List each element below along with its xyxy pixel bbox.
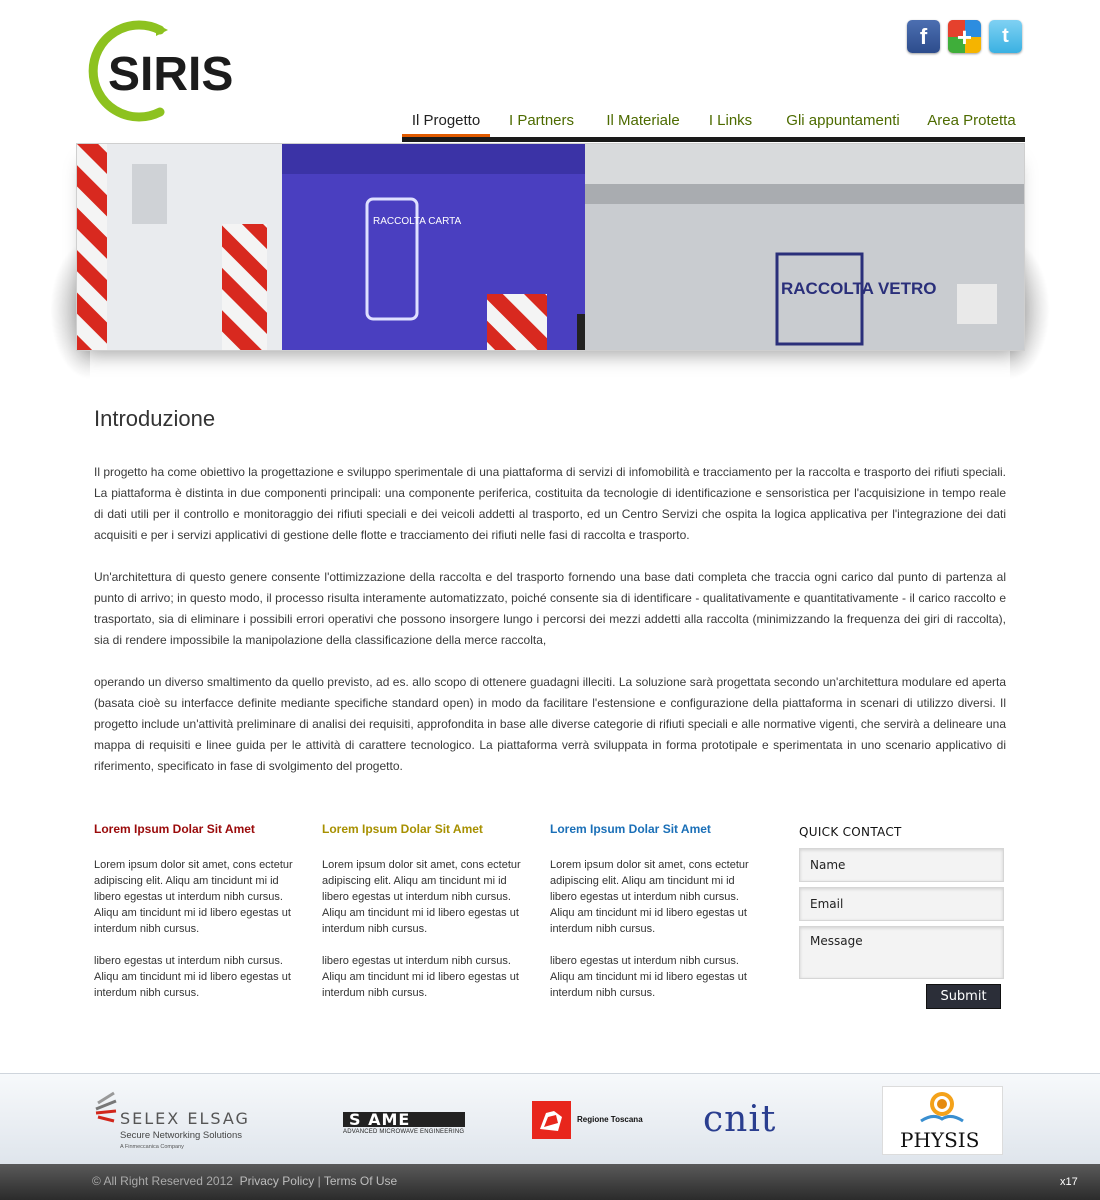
column-text: Lorem ipsum dolor sit amet, cons ectetur adipiscing elit. Aliqu am tincidunt mi id libero egestas ut interdum nibh cursus. Aliqu am tincidunt mi id libero egestas ut interdum nibh cursus. [550, 859, 749, 935]
bin1-text: RACCOLTA CARTA [373, 216, 462, 227]
selex-emblem-icon [92, 1089, 120, 1129]
footer-right-text: x17 [1060, 1176, 1078, 1188]
google-plus-glyph: + [956, 21, 973, 52]
facebook-glyph: f [919, 23, 928, 49]
partners-bar [0, 1073, 1100, 1164]
hero-banner [76, 143, 1025, 351]
column-title: Lorem Ipsum Dolar Sit Amet [322, 822, 483, 836]
column-title: Lorem Ipsum Dolar Sit Amet [94, 822, 255, 836]
cnit-logo[interactable]: cnit [703, 1099, 777, 1140]
twitter-glyph: t [1002, 25, 1009, 47]
physis-logo[interactable] [882, 1086, 1003, 1155]
nav-item-i-partners[interactable]: I Partners [508, 112, 575, 129]
nav-item-il-progetto[interactable]: Il Progetto [402, 108, 490, 137]
nav-item-area-protetta[interactable]: Area Protetta [927, 112, 1016, 129]
physis-text: PHYSIS [900, 1128, 980, 1152]
page-title: Introduzione [94, 406, 216, 431]
nav-item-il-materiale[interactable]: Il Materiale [606, 112, 680, 129]
message-field[interactable]: Message [799, 926, 1004, 979]
intro-paragraph: Il progetto ha come obiettivo la progettazione e sviluppo sperimentale di una piattaforma di servizi di infomobilità e tracciamento per la raccolta e trasporto dei rifiuti speciali. La piattaforma è distinta in due componenti principali: una componente periferica, costituita da tecnologie di identificazione e sensoristica per l'acquisizione in tempo reale di dati utili per il controllo e monitoraggio dei rifiuti speciali e dei veicoli addetti al trasporto, ed un Centro Servizi che ospita la logica applicativa per l'integrazione dei dati acquisiti e per i servizi applicativi di gestione delle flotte e tracciamento dei rifiuti nelle fasi di raccolta e trasporto. [94, 465, 1006, 542]
selex-elsag-logo[interactable] [92, 1087, 282, 1155]
column-text: Lorem ipsum dolor sit amet, cons ectetur adipiscing elit. Aliqu am tincidunt mi id libero egestas ut interdum nibh cursus. Aliqu am tincidunt mi id libero egestas ut interdum nibh cursus. [322, 859, 521, 935]
same-logo[interactable] [343, 1112, 465, 1142]
nav-bar [402, 137, 1025, 142]
submit-button[interactable]: Submit [926, 984, 1001, 1009]
footer [0, 1164, 1100, 1200]
footer-separator: | [317, 1174, 321, 1188]
column-text: libero egestas ut interdum nibh cursus. Aliqu am tincidunt mi id libero egestas ut interdum nibh cursus. [94, 955, 291, 999]
same-sub: ADVANCED MICROWAVE ENGINEERING [343, 1129, 465, 1135]
physis-sun-icon [883, 1087, 1004, 1127]
toscana-flag-icon [532, 1101, 571, 1139]
name-field[interactable]: Name [799, 848, 1004, 882]
google-plus-icon[interactable] [948, 20, 981, 53]
toscana-text: Regione Toscana [577, 1115, 643, 1124]
footer-left [92, 1174, 397, 1188]
regione-toscana-logo[interactable] [532, 1101, 652, 1141]
siris-logo[interactable] [72, 20, 252, 124]
social-links [907, 20, 1022, 53]
email-field[interactable]: Email [799, 887, 1004, 921]
logo-text: SIRIS [108, 48, 234, 101]
quick-contact-form [799, 825, 1005, 1009]
column-text: libero egestas ut interdum nibh cursus. Aliqu am tincidunt mi id libero egestas ut interdum nibh cursus. [550, 955, 747, 999]
intro-body [94, 462, 1006, 798]
info-column-2 [322, 820, 527, 1017]
column-text: Lorem ipsum dolor sit amet, cons ectetur adipiscing elit. Aliqu am tincidunt mi id libero egestas ut interdum nibh cursus. Aliqu am tincidunt mi id libero egestas ut interdum nibh cursus. [94, 859, 293, 935]
main-nav [402, 108, 1025, 142]
terms-of-use-link[interactable]: Terms Of Use [323, 1174, 398, 1188]
intro-paragraph: operando un diverso smaltimento da quello previsto, ad es. allo scopo di ottenere guadagni illeciti. La soluzione sarà progettata secondo un'architettura modulare ed aperta (basata cioè su interfacce definite mediante specifiche standard open) in modo da facilitare l'estensione e configurazione della piattaforma in scenari di utilizzo diversi. Il progetto include un'attività preliminare di analisi dei requisiti, approfondita in base alle diverse categorie di rifiuti speciali e alle normative vigenti, che servirà a delineare una mappa di requisiti e linee guida per le attività di carattere tecnologico. La piattaforma verrà sviluppata in forma prototipale e sperimentata in uno scenario applicativo di riferimento, specificato in fase di svolgimento del progetto. [94, 675, 1006, 773]
nav-item-gli-appuntamenti[interactable]: Gli appuntamenti [786, 112, 900, 129]
selex-sub: Secure Networking Solutions [120, 1130, 242, 1141]
facebook-icon[interactable] [907, 20, 940, 53]
copyright-text: © All Right Reserved 2012 [92, 1174, 233, 1188]
nav-item-i-links[interactable]: I Links [708, 112, 753, 129]
bin2-text: RACCOLTA VETRO [781, 279, 937, 298]
privacy-policy-link[interactable]: Privacy Policy [239, 1174, 315, 1188]
column-title: Lorem Ipsum Dolar Sit Amet [550, 822, 711, 836]
column-text: libero egestas ut interdum nibh cursus. Aliqu am tincidunt mi id libero egestas ut interdum nibh cursus. [322, 955, 519, 999]
selex-name: SELEX ELSAG [120, 1109, 250, 1128]
intro-paragraph: Un'architettura di questo genere consente l'ottimizzazione della raccolta e del trasporto fornendo una base dati completa che traccia ogni carico dal punto di partenza al punto di arrivo; in questo modo, il processo risulta interamente automatizzato, poiché consente sia di identificare - qualitativamente e quantitativamente - il carico raccolto e trasportato, sia di eliminare i possibili errori operativi che possono insorgere lungo i percorsi dei mezzi addetti alla raccolta (minimizzando la frequenza dei giri di raccolta), sia di rendere impossibile la manipolazione della classificazione della merce raccolta, [94, 570, 1006, 647]
info-column-3 [550, 820, 755, 1017]
same-name: S AME [349, 1110, 411, 1129]
twitter-icon[interactable] [989, 20, 1022, 53]
quick-contact-title: QUICK CONTACT [799, 825, 902, 839]
info-column-1 [94, 820, 299, 1017]
selex-sub2: A Finmeccanica Company [120, 1144, 184, 1150]
